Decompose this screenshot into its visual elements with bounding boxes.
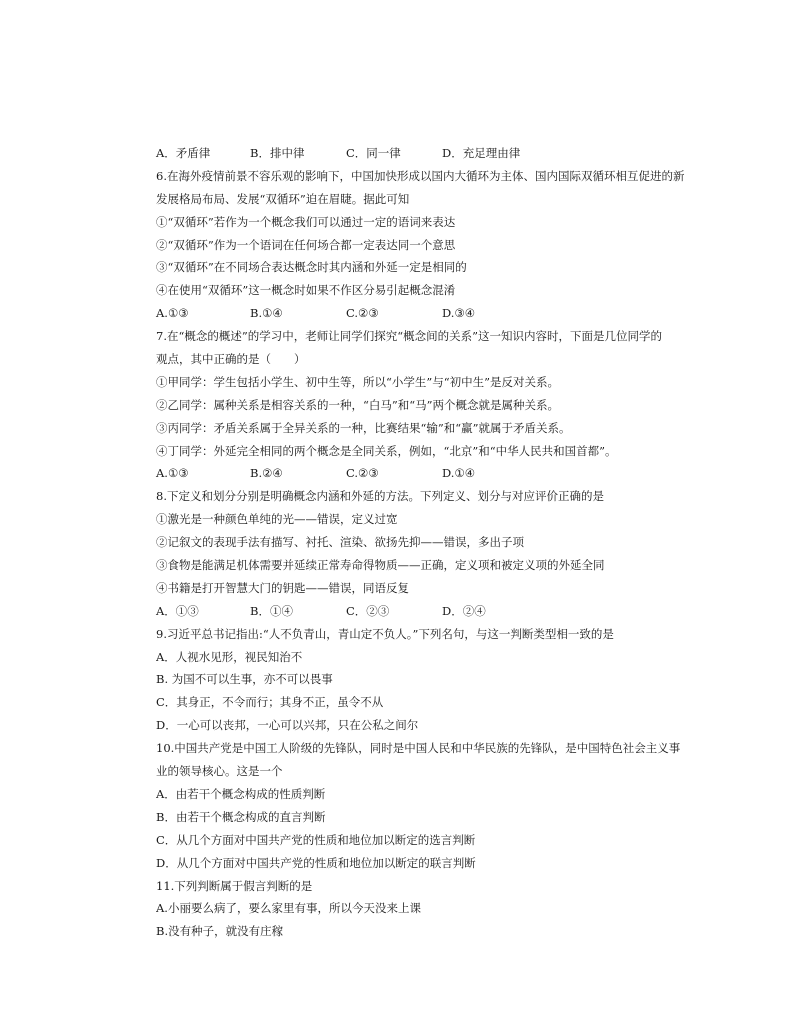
q9-choice-c: C．其身正，不令而行；其身不正，虽令不从 xyxy=(156,695,384,710)
q8-statement-1: ①激光是一种颜色单纯的光——错误，定义过宽 xyxy=(156,512,398,527)
q8-options xyxy=(156,600,716,623)
question-8 xyxy=(156,485,716,622)
q7-option-d: D.①④ xyxy=(442,466,476,481)
q6-statement-2: ②“双循环”作为一个语词在任何场合都一定表达同一个意思 xyxy=(156,237,456,252)
q10-choice-a: A．由若干个概念构成的性质判断 xyxy=(156,786,326,801)
q8-option-a: A．①③ xyxy=(156,603,199,618)
q7-options xyxy=(156,462,716,485)
q7-stem-line-1: 7.在“概念的概述”的学习中，老师让同学们探究“概念间的关系”这一知识内容时，下面是几位同学的 xyxy=(156,329,662,344)
q10-stem-line-1: 10.中国共产党是中国工人阶级的先锋队，同时是中国人民和中华民族的先锋队，是中国特色社会主义事 xyxy=(156,741,681,756)
q6-stem-line-2: 发展格局布局、发展“双循环”迫在眉睫。据此可知 xyxy=(156,191,410,206)
q6-option-c: C.②③ xyxy=(346,306,379,321)
q5-options xyxy=(156,142,716,165)
q6-statement-4: ④在使用“双循环”这一概念时如果不作区分易引起概念混淆 xyxy=(156,283,456,298)
q8-option-b: B．①④ xyxy=(250,603,293,618)
q10-choice-b: B．由若干个概念构成的直言判断 xyxy=(156,809,326,824)
q7-statement-4: ④丁同学：外延完全相同的两个概念是全同关系，例如，“北京”和“中华人民共和国首都”。 xyxy=(156,443,617,458)
question-6 xyxy=(156,165,716,325)
q5-option-b: B．排中律 xyxy=(250,146,305,160)
q6-option-b: B.①④ xyxy=(250,306,283,321)
question-9 xyxy=(156,623,716,737)
q9-stem-line-1: 9.习近平总书记指出:“人不负青山，青山定不负人。”下列名句，与这一判断类型相一致的是 xyxy=(156,626,614,641)
exam-page xyxy=(156,142,716,943)
q7-statement-1: ①甲同学：学生包括小学生、初中生等，所以“小学生”与“初中生”是反对关系。 xyxy=(156,374,560,389)
q6-options xyxy=(156,302,716,325)
q5-option-d: D．充足理由律 xyxy=(442,146,521,160)
q11-stem-line-1: 11.下列判断属于假言判断的是 xyxy=(156,878,313,893)
q7-statement-2: ②乙同学：属种关系是相容关系的一种，“白马”和“马”两个概念就是属种关系。 xyxy=(156,397,560,412)
q7-option-b: B.②④ xyxy=(250,466,283,481)
q5-option-a: A．矛盾律 xyxy=(156,146,211,160)
q7-option-c: C.②③ xyxy=(346,466,379,481)
q7-stem-line-2: 观点，其中正确的是（ ） xyxy=(156,352,306,367)
q9-choice-a: A．人视水见形，视民知治不 xyxy=(156,649,303,664)
q10-choice-c: C．从几个方面对中国共产党的性质和地位加以断定的选言判断 xyxy=(156,832,476,847)
q6-option-d: D.③④ xyxy=(442,306,476,321)
q5-option-c: C．同一律 xyxy=(346,146,401,160)
q8-option-c: C．②③ xyxy=(346,603,390,618)
q8-statement-4: ④书籍是打开智慧大门的钥匙——错误，同语反复 xyxy=(156,580,409,595)
q8-statement-3: ③食物是能满足机体需要并延续正常寿命得物质——正确，定义项和被定义项的外延全同 xyxy=(156,558,605,573)
question-10 xyxy=(156,737,716,874)
q10-stem-line-2: 业的领导核心。这是一个 xyxy=(156,764,283,779)
q8-option-d: D．②④ xyxy=(442,603,486,618)
q8-statement-2: ②记叙文的表现手法有描写、衬托、渲染、欲扬先抑——错误，多出子项 xyxy=(156,535,524,550)
q11-choice-b: B.没有种子，就没有庄稼 xyxy=(156,924,284,939)
q8-stem-line-1: 8.下定义和划分分别是明确概念内涵和外延的方法。下列定义、划分与对应评价正确的是 xyxy=(156,489,604,504)
q7-option-a: A.①③ xyxy=(156,466,189,481)
q9-choice-b: B. 为国不可以生事，亦不可以畏事 xyxy=(156,672,333,687)
q6-stem-line-1: 6.在海外疫情前景不容乐观的影响下，中国加快形成以国内大循环为主体、国内国际双循环相互促进的新 xyxy=(156,168,685,183)
question-11 xyxy=(156,875,716,944)
q10-choice-d: D．从几个方面对中国共产党的性质和地位加以断定的联言判断 xyxy=(156,855,476,870)
q6-statement-3: ③“双循环”在不同场合表达概念时其内涵和外延一定是相同的 xyxy=(156,260,467,275)
q11-choice-a: A.小丽要么病了，要么家里有事，所以今天没来上课 xyxy=(156,901,421,916)
q6-statement-1: ①“双循环”若作为一个概念我们可以通过一定的语词来表达 xyxy=(156,214,456,229)
q9-choice-d: D．一心可以丧邦，一心可以兴邦，只在公私之间尔 xyxy=(156,718,419,733)
q7-statement-3: ③丙同学：矛盾关系属于全异关系的一种，比赛结果“输”和“赢”就属于矛盾关系。 xyxy=(156,420,571,435)
question-7 xyxy=(156,325,716,485)
q6-option-a: A.①③ xyxy=(156,306,189,321)
